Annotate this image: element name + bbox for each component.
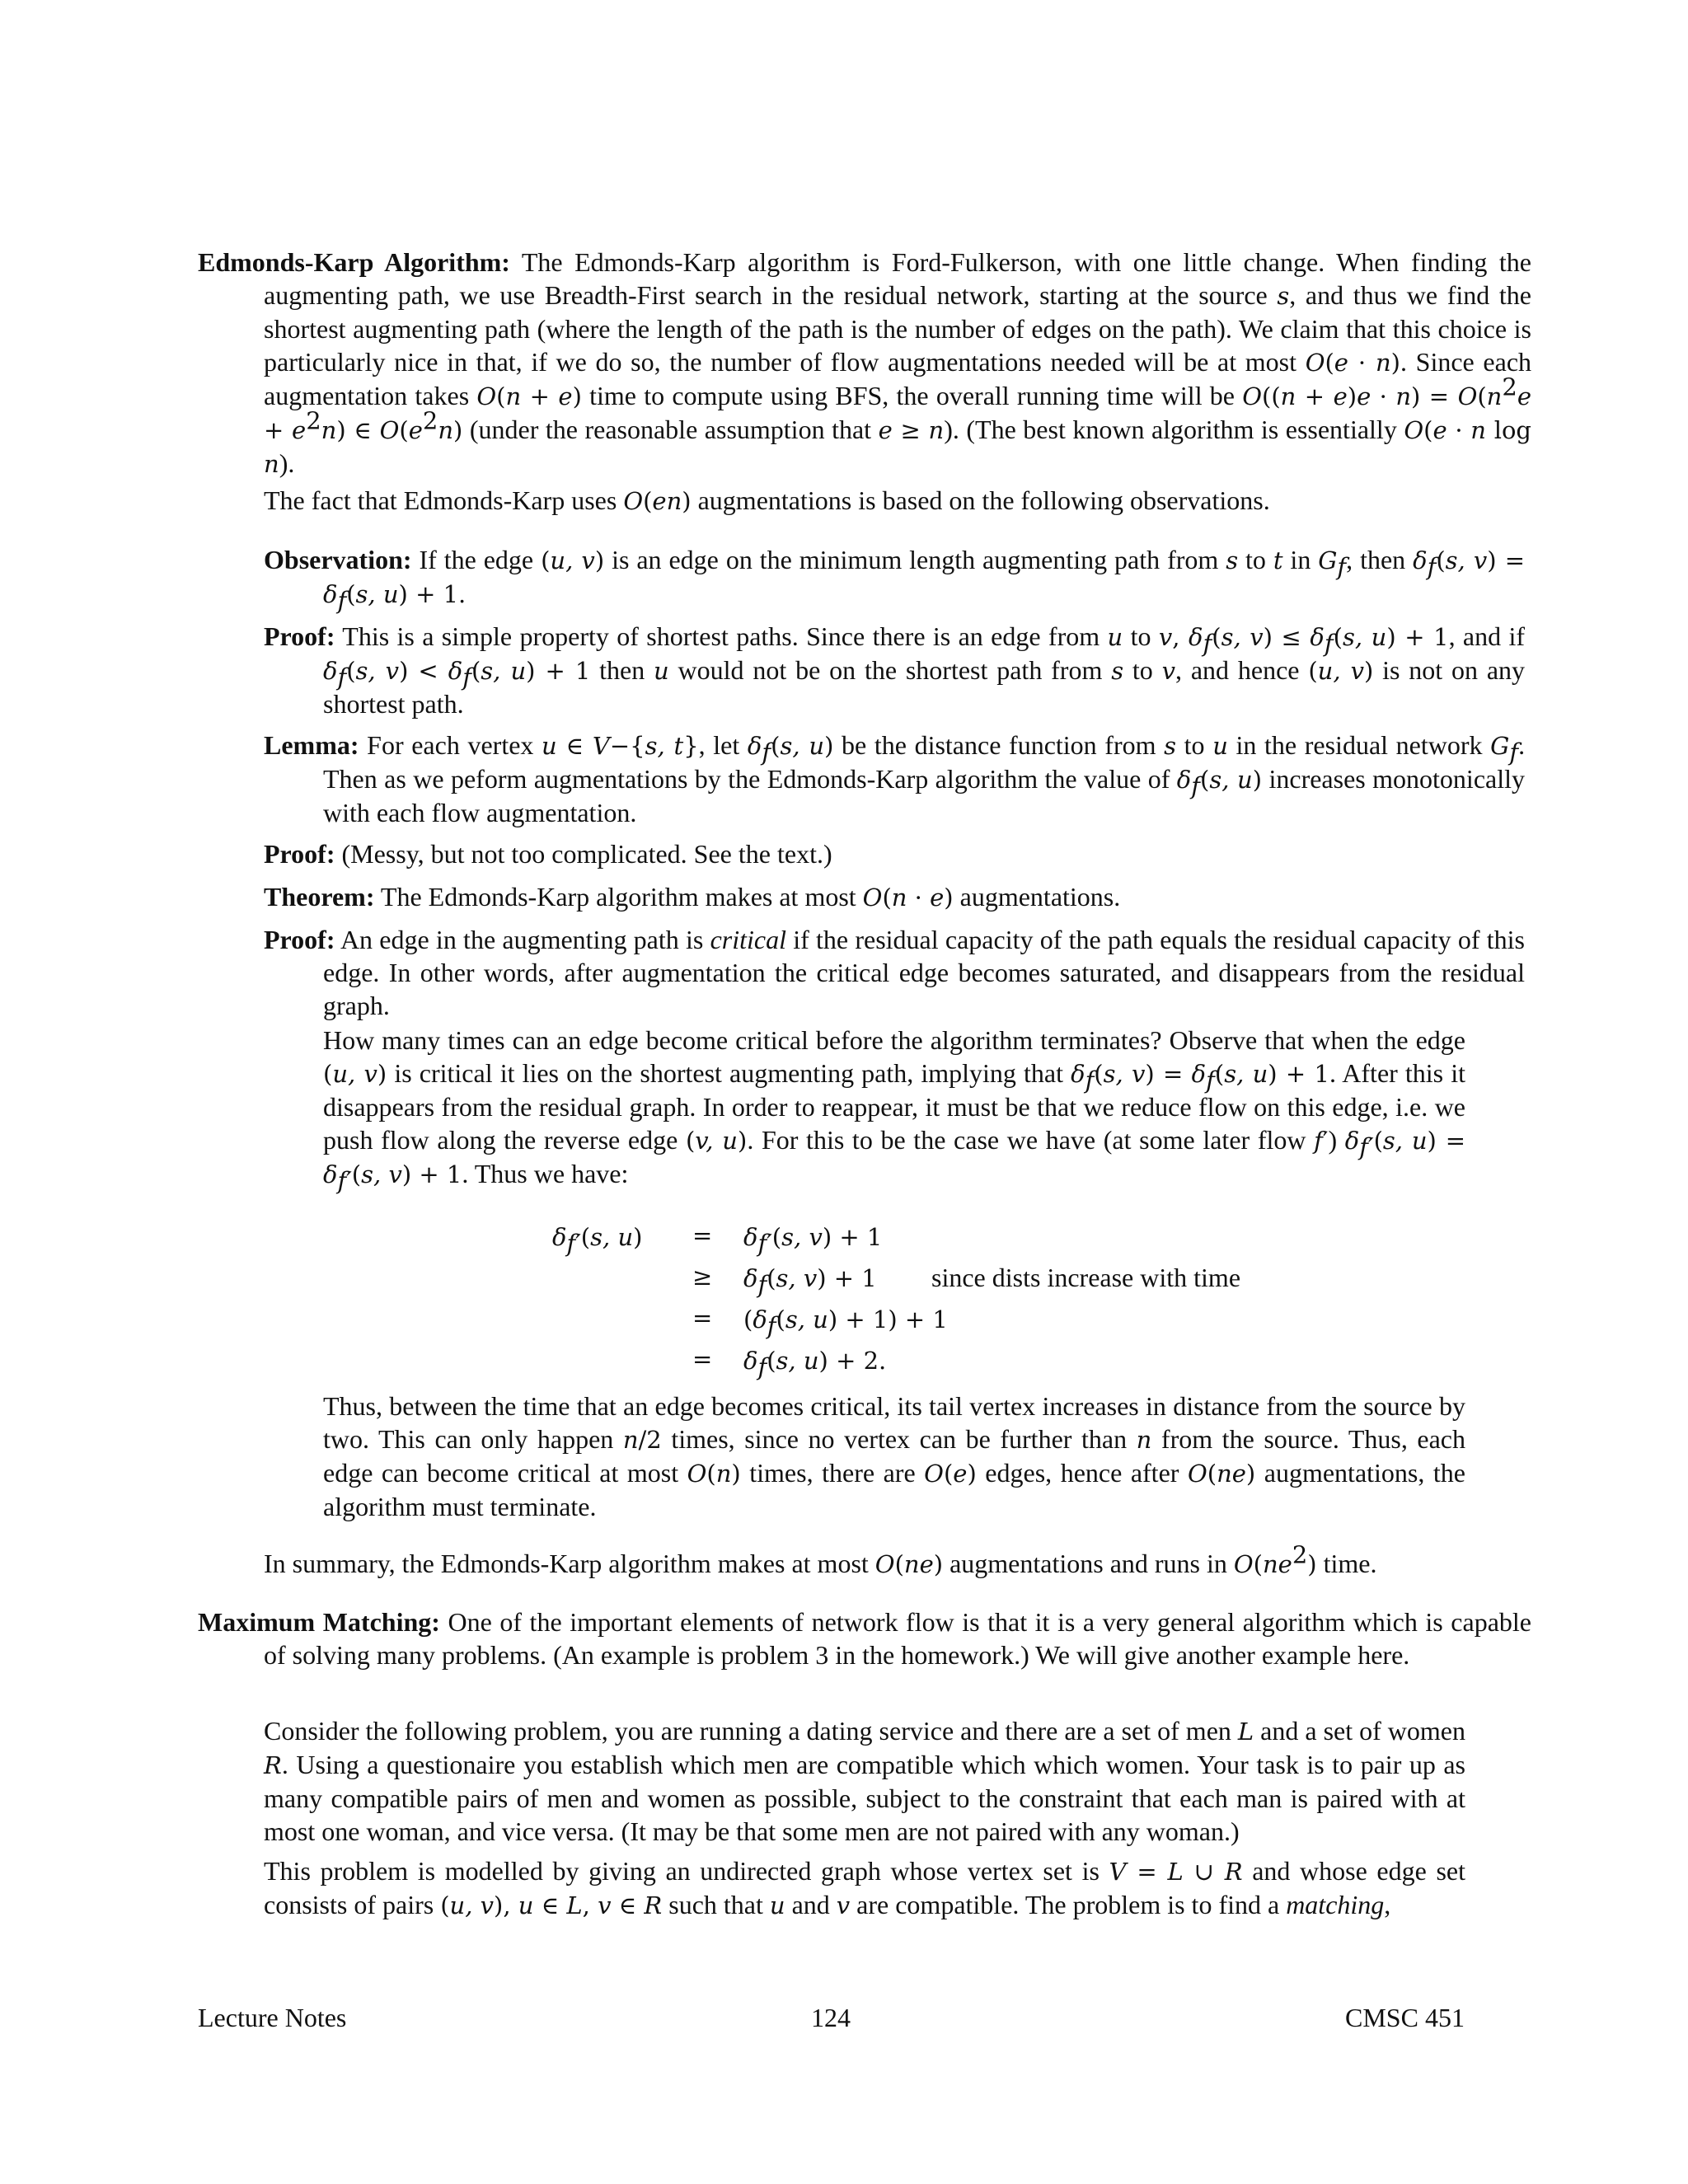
maximum-matching-paragraph: Maximum Matching: One of the important elements of network flow is that it is a very general algorithm which is capable of solving many problems. (An example is problem 3 in the homework.) We will give another example here. [198, 1607, 1532, 1670]
edmonds-karp-observations-intro: The fact that Edmonds-Karp uses O(en) augmentations is based on the following observations. [264, 485, 1270, 515]
summary-paragraph: In summary, the Edmonds-Karp algorithm makes at most O(ne) augmentations and runs in $O(ne^2)$ time. [264, 1540, 1377, 1578]
theorem-label: Theorem: [264, 882, 375, 912]
dating-service-paragraph: Consider the following problem, you are running a dating service and there are a set of men L and a set of women R. Using a questionaire you establish which men are compatible which which women. Your task is to pair up as many compatible pairs of men and women as possible, subject to the constraint that each man is paired with at most one woman, and vice versa. (It may be that some men are not paired with any woman.) [264, 1716, 1466, 1846]
page-number: 124 [811, 2003, 851, 2032]
proof-label: Proof: [264, 621, 335, 651]
observation-block: Observation: If the edge (u, v) is an edge on the minimum length augmenting path from s to t in $G_f$, then $\delta_f(s$, $v) = \delta_f(s$, u) + 1. [264, 545, 1526, 615]
proof-label: Proof: [264, 925, 335, 954]
proof-label: Proof: [264, 839, 335, 869]
equation-lhs: $\delta_{f'}(s$, u) [552, 1223, 643, 1258]
maximum-matching-heading: Maximum Matching: [198, 1607, 440, 1637]
equation-note: since dists increase with time [931, 1263, 1241, 1292]
edmonds-karp-heading: Edmonds-Karp Algorithm: [198, 247, 510, 277]
proof-theorem: Proof: An edge in the augmenting path is critical if the residual capacity of the path equals the residual capacity of this edge. In other words, after augmentation the critical edge becomes saturated, and disappears from the residual graph. [264, 925, 1526, 1020]
page: Edmonds-Karp Algorithm: The Edmonds-Karp algorithm is Ford-Fulkerson, with one little change. When finding the augmenting path, we use Breadth-First search in the residual network, starting at the source s, and thus we find the shortest augmenting path (where the length of the path is the number of edges on the path). We claim that this choice is particularly nice in that, if we do so, the number of flow augmentations needed will be at most O(e · n). Since each augmentation takes O(n + e) time to compute using BFS, the overall running time will be $O((n + e)e \cdot n) = O(n^2e + e^2n)$ ∈ $O(e^2n)$ (under the reasonable assumption that e ≥ n). (The best known algorithm is essentially O(e · n log n). The fact that Edmonds-Karp uses O(en) augmentations is based on the following observations. Observation: If the edge (u, v) is an edge on the minimum length augmenting path from s to t in $G_f$, then $\delta_f(s$, $v) = \delta_f(s$, u) + 1. Proof: This is a simple property of shortest paths. Since there is an edge from u to v, $\delta_f(s$, $v) \le \delta_f(s$, u) + 1, and if $\delta_f(s$, $v) < \delta_f(s$, u) + 1 then u would not be on the shortest path from s to v, and hence (u, v) is not on any shortest path. Lemma: For each vertex u ∈ V−{s, t}, let $\delta_f(s$, u) be the distance function from s to u in the residual network $G_f$. Then as we peform augmentations by the Edmonds-Karp algorithm the value of $\delta_f(s$, u) increases monotonically with each flow augmentation. Proof: (Messy, but not too complicated. See the text.) Theorem: The Edmonds-Karp algorithm makes at most O(n · e) augmentations. Proof: An edge in the augmenting path is critical if the residual capacity of the path equals the residual capacity of this edge. In other words, after augmentation the critical edge becomes saturated, and disappears from the residual graph. How many times can an edge become critical before the algorithm terminates? Observe that when the edge (u, v) is critical it lies on the shortest augmenting path, implying that $\delta_f(s$, $v) = \delta_f(s$, u) + 1. After this it disappears from the residual graph. In order to reappear, it must be that we reduce flow on this edge, i.e. we push flow along the reverse edge (v, u). For this to be the case we have (at some later flow f′) $\delta_{f'}(s$, $u) = \delta_{f'}(s$, v) + 1. Thus we have: $\delta_{f'}(s$, u) = $\delta_{f'}(s$, v) + 1 ≥ $\delta_f(s$, v) + 1 since dists increase with time = ($\delta_f(s$, u) + 1) + 1 = $\delta_f(s$, u) + 2. Thus, between the time that an edge becomes critical, its tail vertex increases in distance from the source by two. This can only happen n/2 times, since no vertex can be further than n from the source. Thus, each edge can become critical at most O(n) times, there are O(e) edges, hence after O(ne) augmentations, the algorithm must terminate. In summary, the Edmonds-Karp algorithm makes at most O(ne) augmentations and runs in $O(ne^2)$ time. Maximum Matching: One of the important elements of network flow is that it is a very general algorithm which is capable of solving many problems. (An example is problem 3 in the homework.) We will give another example here. Consider the following problem, you are running a dating service and there are a set of men L and a set of women R. Using a questionaire you establish which men are compatible which which women. Your task is to pair up as many compatible pairs of men and women as possible, subject to the constraint that each man is paired with at most one woman, and vice versa. (It may be that some men are not paired with any woman.) This problem is modelled by giving an undirected graph whose vertex set is V = L ∪ R and whose edge set consists of pairs (u, v), u ∈ L, v ∈ R such that u and v are compatible. The problem is to find a matching, Lecture Notes 124 CMSC 451 [198, 247, 1532, 2032]
footer-left: Lecture Notes [198, 2003, 347, 2032]
graph-model-paragraph: This problem is modelled by giving an undirected graph whose vertex set is V = L ∪ R and whose edge set consists of pairs (u, v), u ∈ L, v ∈ R such that u and v are compatible. The problem is to find a matching, [264, 1856, 1465, 1919]
proof-lemma: Proof: (Messy, but not too complicated. See the text.) [264, 839, 832, 869]
lemma-block: Lemma: For each vertex u ∈ V−{s, t}, let $\delta_f(s$, u) be the distance function from s to u in the residual network $G_f$. Then as we peform augmentations by the Edmonds-Karp algorithm the value of $\delta_f(s$, u) increases monotonically with each flow augmentation. [264, 730, 1526, 827]
theorem-block: Theorem: The Edmonds-Karp algorithm makes at most O(n · e) augmentations. [264, 882, 1121, 912]
observation-label: Observation: [264, 545, 412, 574]
proof-theorem-conclusion: Thus, between the time that an edge becomes critical, its tail vertex increases in distance from the source by two. This can only happen n/2 times, since no vertex can be further than n from the source. Thus, each edge can become critical at most O(n) times, there are O(e) edges, hence after O(ne) augmentations, the algorithm must terminate. [323, 1391, 1466, 1521]
lemma-label: Lemma: [264, 730, 359, 760]
proof-shortest-paths: Proof: This is a simple property of shortest paths. Since there is an edge from u to v, $\delta_f(s$, $v) \le \delta_f(s$, u) + 1, and if $\delta_f(s$, $v) < \delta_f(s$, u) + 1 then u would not be on the shortest path from s to v, and hence (u, v) is not on any shortest path. [264, 621, 1526, 719]
edmonds-karp-paragraph: Edmonds-Karp Algorithm: The Edmonds-Karp algorithm is Ford-Fulkerson, with one little change. When finding the augmenting path, we use Breadth-First search in the residual network, starting at the source s, and thus we find the shortest augmenting path (where the length of the path is the number of edges on the path). We claim that this choice is particularly nice in that, if we do so, the number of flow augmentations needed will be at most O(e · n). Since each augmentation takes O(n + e) time to compute using BFS, the overall running time will be $O((n + e)e \cdot n) = O(n^2e + e^2n)$ ∈ $O(e^2n)$ (under the reasonable assumption that e ≥ n). (The best known algorithm is essentially O(e · n log n). [198, 247, 1532, 478]
footer-right: CMSC 451 [1345, 2003, 1465, 2032]
proof-theorem-critical-paragraph: How many times can an edge become critical before the algorithm terminates? Observe that when the edge (u, v) is critical it lies on the shortest augmenting path, implying that $\delta_f(s$, $v) = \delta_f(s$, u) + 1. After this it disappears from the residual graph. In order to reappear, it must be that we reduce flow on this edge, i.e. we push flow along the reverse edge (v, u). For this to be the case we have (at some later flow f′) $\delta_{f'}(s$, $u) = \delta_{f'}(s$, v) + 1. Thus we have: [323, 1025, 1466, 1195]
